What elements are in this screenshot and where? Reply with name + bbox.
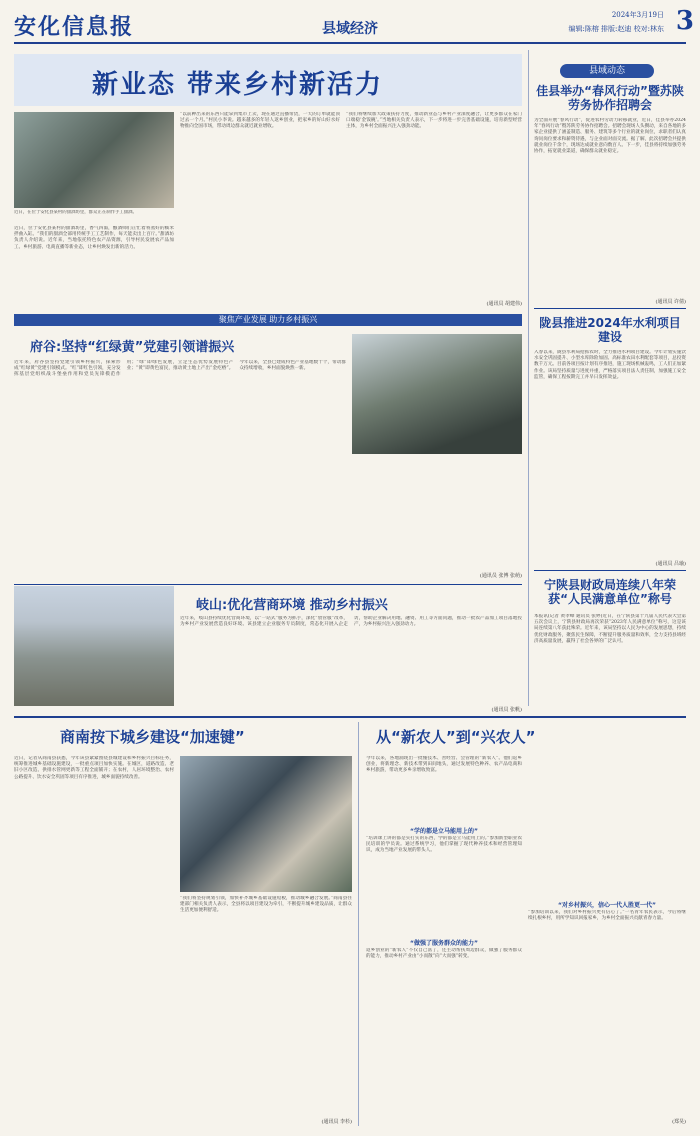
shangnan-photo (180, 756, 352, 892)
new-farmer-body-b: “培训课上讲的都是实打实的东西，学的都是立马能用上的。”参加新型职业农民培训的学员说。通过系统学习，他们掌握了现代种养技术和经营管理知识，成为当地产业发展的带头人。 (366, 836, 522, 854)
issue-date: 2024年3月19日 (611, 11, 664, 19)
new-farmer-body-d: “参加培训以来，我们对乡村振兴更有信心了。”一名青年农民表示，今后将继续扎根乡村，用所学知识回报家乡，为乡村全面振兴贡献青春力量。 (528, 910, 686, 922)
new-farmer-subhead-1: “学的都是立马能用上的” (410, 828, 478, 835)
new-farmer-byline: (郑昊) (672, 1119, 686, 1125)
story-divider (534, 570, 686, 571)
shangnan-byline: (通讯员 李杉) (321, 1119, 352, 1125)
lead-photo (14, 112, 174, 208)
masthead-rule (14, 42, 686, 44)
lead-byline: (通讯员 胡建伟) (486, 301, 522, 307)
fuping-byline: (通讯员 张博 张萌) (479, 573, 522, 579)
qishan-title: 岐山:优化营商环境 推动乡村振兴 (196, 598, 388, 613)
lead-body-a: 近日，位于安化县某村的甜酒坊里，香气四溢，酿酒师们正忙着将蒸好的糯米拌曲入缸。“我们的甜酒全部用传统手工工艺制作，每天能卖出上百斤。”甜酒坊负责人介绍说。近年来，当地依托特色农产品资源，引导村民发展农产品加工、乡村旅游、电商直播等新业态，让乡村焕发出新的活力。 (14, 226, 174, 250)
column-divider (358, 722, 359, 1126)
story1-body: 为全面开展“春风行动”，促进农村劳动力转移就业，近日，佳县举办2024年“春风行动”暨苏陕劳务协作招聘会。招聘会现场人头攒动，来自各地的多家企业提供了涵盖制造、服务、建筑等多个行业的就业岗位，求职者们认真询问岗位要求和薪资待遇，与企业面对面交流。据了解，此次招聘会共提供就业岗位千余个，现场达成就业意向数百人。下一步，佳县将持续加强劳务协作，拓宽就业渠道，确保群众就业稳定。 (534, 118, 686, 155)
page-number: 3 (675, 6, 694, 36)
section-divider (14, 584, 522, 585)
qishan-byline: (通讯员 张帆) (491, 707, 522, 713)
new-farmer-body-a-cont (528, 756, 686, 896)
story3-title: 宁陕县财政局连续八年荣获“人民满意单位”称号 (543, 578, 676, 606)
shangnan-body-a: 近日，记者从商南县获悉，今年该县紧紧围绕县城建设和乡村振兴目标任务，统筹推进城乡基础设施建设，一批重点项目加快实施。在城区，道路改造、老旧小区改造、供排水管网更新等工程全面铺开；在农村，人居环境整治、农村公路提升、饮水安全巩固等项目有序推进，城乡面貌持续改善。 (14, 756, 174, 780)
lead-photo-caption: 近日，在位于安化县某村的甜酒坊里，群众正在制作手工甜酒。 (14, 210, 137, 215)
story-divider (534, 308, 686, 309)
new-farmer-title: 从“新农人”到“兴农人” (376, 728, 536, 746)
new-farmer-subhead-3: “对乡村振兴，信心一代人胜更一代” (558, 902, 656, 909)
new-farmer-body-a: 今年以来，各地涌现出一批懂技术、善经营、会管理的“新农人”。他们返乡创业，将新理念、新技术带到田间地头，通过发展特色种养、农产品电商和乡村旅游，带动更多乡亲增收致富。 (366, 756, 522, 774)
county-news-tag: 县域动态 (560, 64, 654, 78)
fuping-photo (352, 334, 522, 454)
paper-logo: 安化信息报 (14, 14, 135, 40)
column-divider (528, 50, 529, 706)
lead-body-c: “我们将继续加大政策扶持力度，推动新业态与乡村产业深度融合，让更多群众在家门口端稳‘金饭碗’。”当地相关负责人表示，下一步将进一步完善基础设施，培育新型经营主体，为乡村全面振兴注入强劲动能。 (346, 112, 522, 130)
bottom-section-rule (14, 716, 686, 718)
fuping-body: 近年来，府谷县坚持党建引领乡村振兴，探索形成“红绿黄”党建引领模式。“红”即红色引领，充分发挥基层党组织战斗堡垒作用和党员先锋模范作用；“绿”即绿色发展，立足生态优势发展特色产业；“黄”即黄色富民，推动黄土地上产出“金疙瘩”。今年以来，全县已建成特色产业基地数十个，带动群众持续增收，乡村面貌焕然一新。 (14, 360, 346, 378)
lead-title: 新业态 带来乡村新活力 (92, 70, 384, 100)
section-band: 聚焦产业发展 助力乡村振兴 (14, 314, 522, 326)
section-name: 县域经济 (322, 21, 378, 37)
lead-banner (14, 54, 522, 106)
story1-title: 佳县举办“春风行动”暨苏陕劳务协作招聘会 (536, 84, 684, 112)
story1-byline: (通讯员 许倩) (655, 299, 686, 305)
fuping-title: 府谷:坚持“红绿黄”党建引领谱振兴 (30, 340, 235, 355)
story3-body: 本报讯(记者 黄孝峰 通讯员 张婷)近日，在宁陕县第十九届人民代表大会第五次会议上，宁陕县财政局再次荣获“2023年人民满意单位”称号，这是该局连续第八年获此殊荣。近年来，该局坚持以人民为中心的发展思想，持续优化财政服务，聚焦民生保障，不断提升服务质量和效率，全力支持县域经济高质量发展，赢得了社会各界的广泛认可。 (534, 614, 686, 644)
story2-byline: (通讯员 吕瑜) (655, 561, 686, 567)
story2-body: 入春以来，陇县水利局抢抓农时，全力推进水利项目建设。今年计划实施饮水安全巩固提升、小型水库除险加固、高标准农田水利配套等项目，总投资数千万元。目前各项目按计划有序推进，施工现场机械轰鸣，工人们正加紧作业。该局坚持质量与进度并重，严格落实项目法人责任制，加强施工安全监管，确保工程按期完工并早日发挥效益。 (534, 350, 686, 380)
new-farmer-subhead-2: “做强了服务群众的能力” (410, 940, 478, 947)
shangnan-body-b: “我们将坚持规划引领，加快补齐城乡基础设施短板，推动城乡融合发展。”商南县住建部门相关负责人表示，全县将以项目建设为牵引，不断提升城乡建设品质，让群众生活更加便利舒适。 (180, 896, 352, 914)
editor-credits: 编辑:陈榕 排版:赵迪 校对:林东 (568, 25, 664, 33)
qishan-photo (14, 586, 174, 706)
lead-body-b: “以前种出来的东西只能拿到集市上卖，现在通过直播带货，一天的订单就能顶过去一个月。”村民小李说。越来越多的年轻人返乡创业，把家乡的好山好水好物推向全国市场，带动周边群众就近就业增收。 (180, 112, 340, 130)
qishan-body: 近年来，岐山县持续优化营商环境，以“一站式”服务为抓手，深化“放管服”改革，为乡村产业发展营造良好环境。该县建立企业服务专员制度，常态化开展入企走访，帮助企业解决用地、融资、用工等方面问题，推动一批农产品加工项目落地投产，为乡村振兴注入强劲动力。 (180, 616, 522, 628)
story2-title: 陇县推进2024年水利项目建设 (539, 316, 681, 344)
new-farmer-body-c: 返乡创业的“新农人”不仅自己富了，还主动帮扶周边群众，做强了服务群众的能力，推动乡村产业由“小而散”向“大而强”转变。 (366, 948, 522, 960)
shangnan-title: 商南按下城乡建设“加速键” (60, 728, 245, 746)
